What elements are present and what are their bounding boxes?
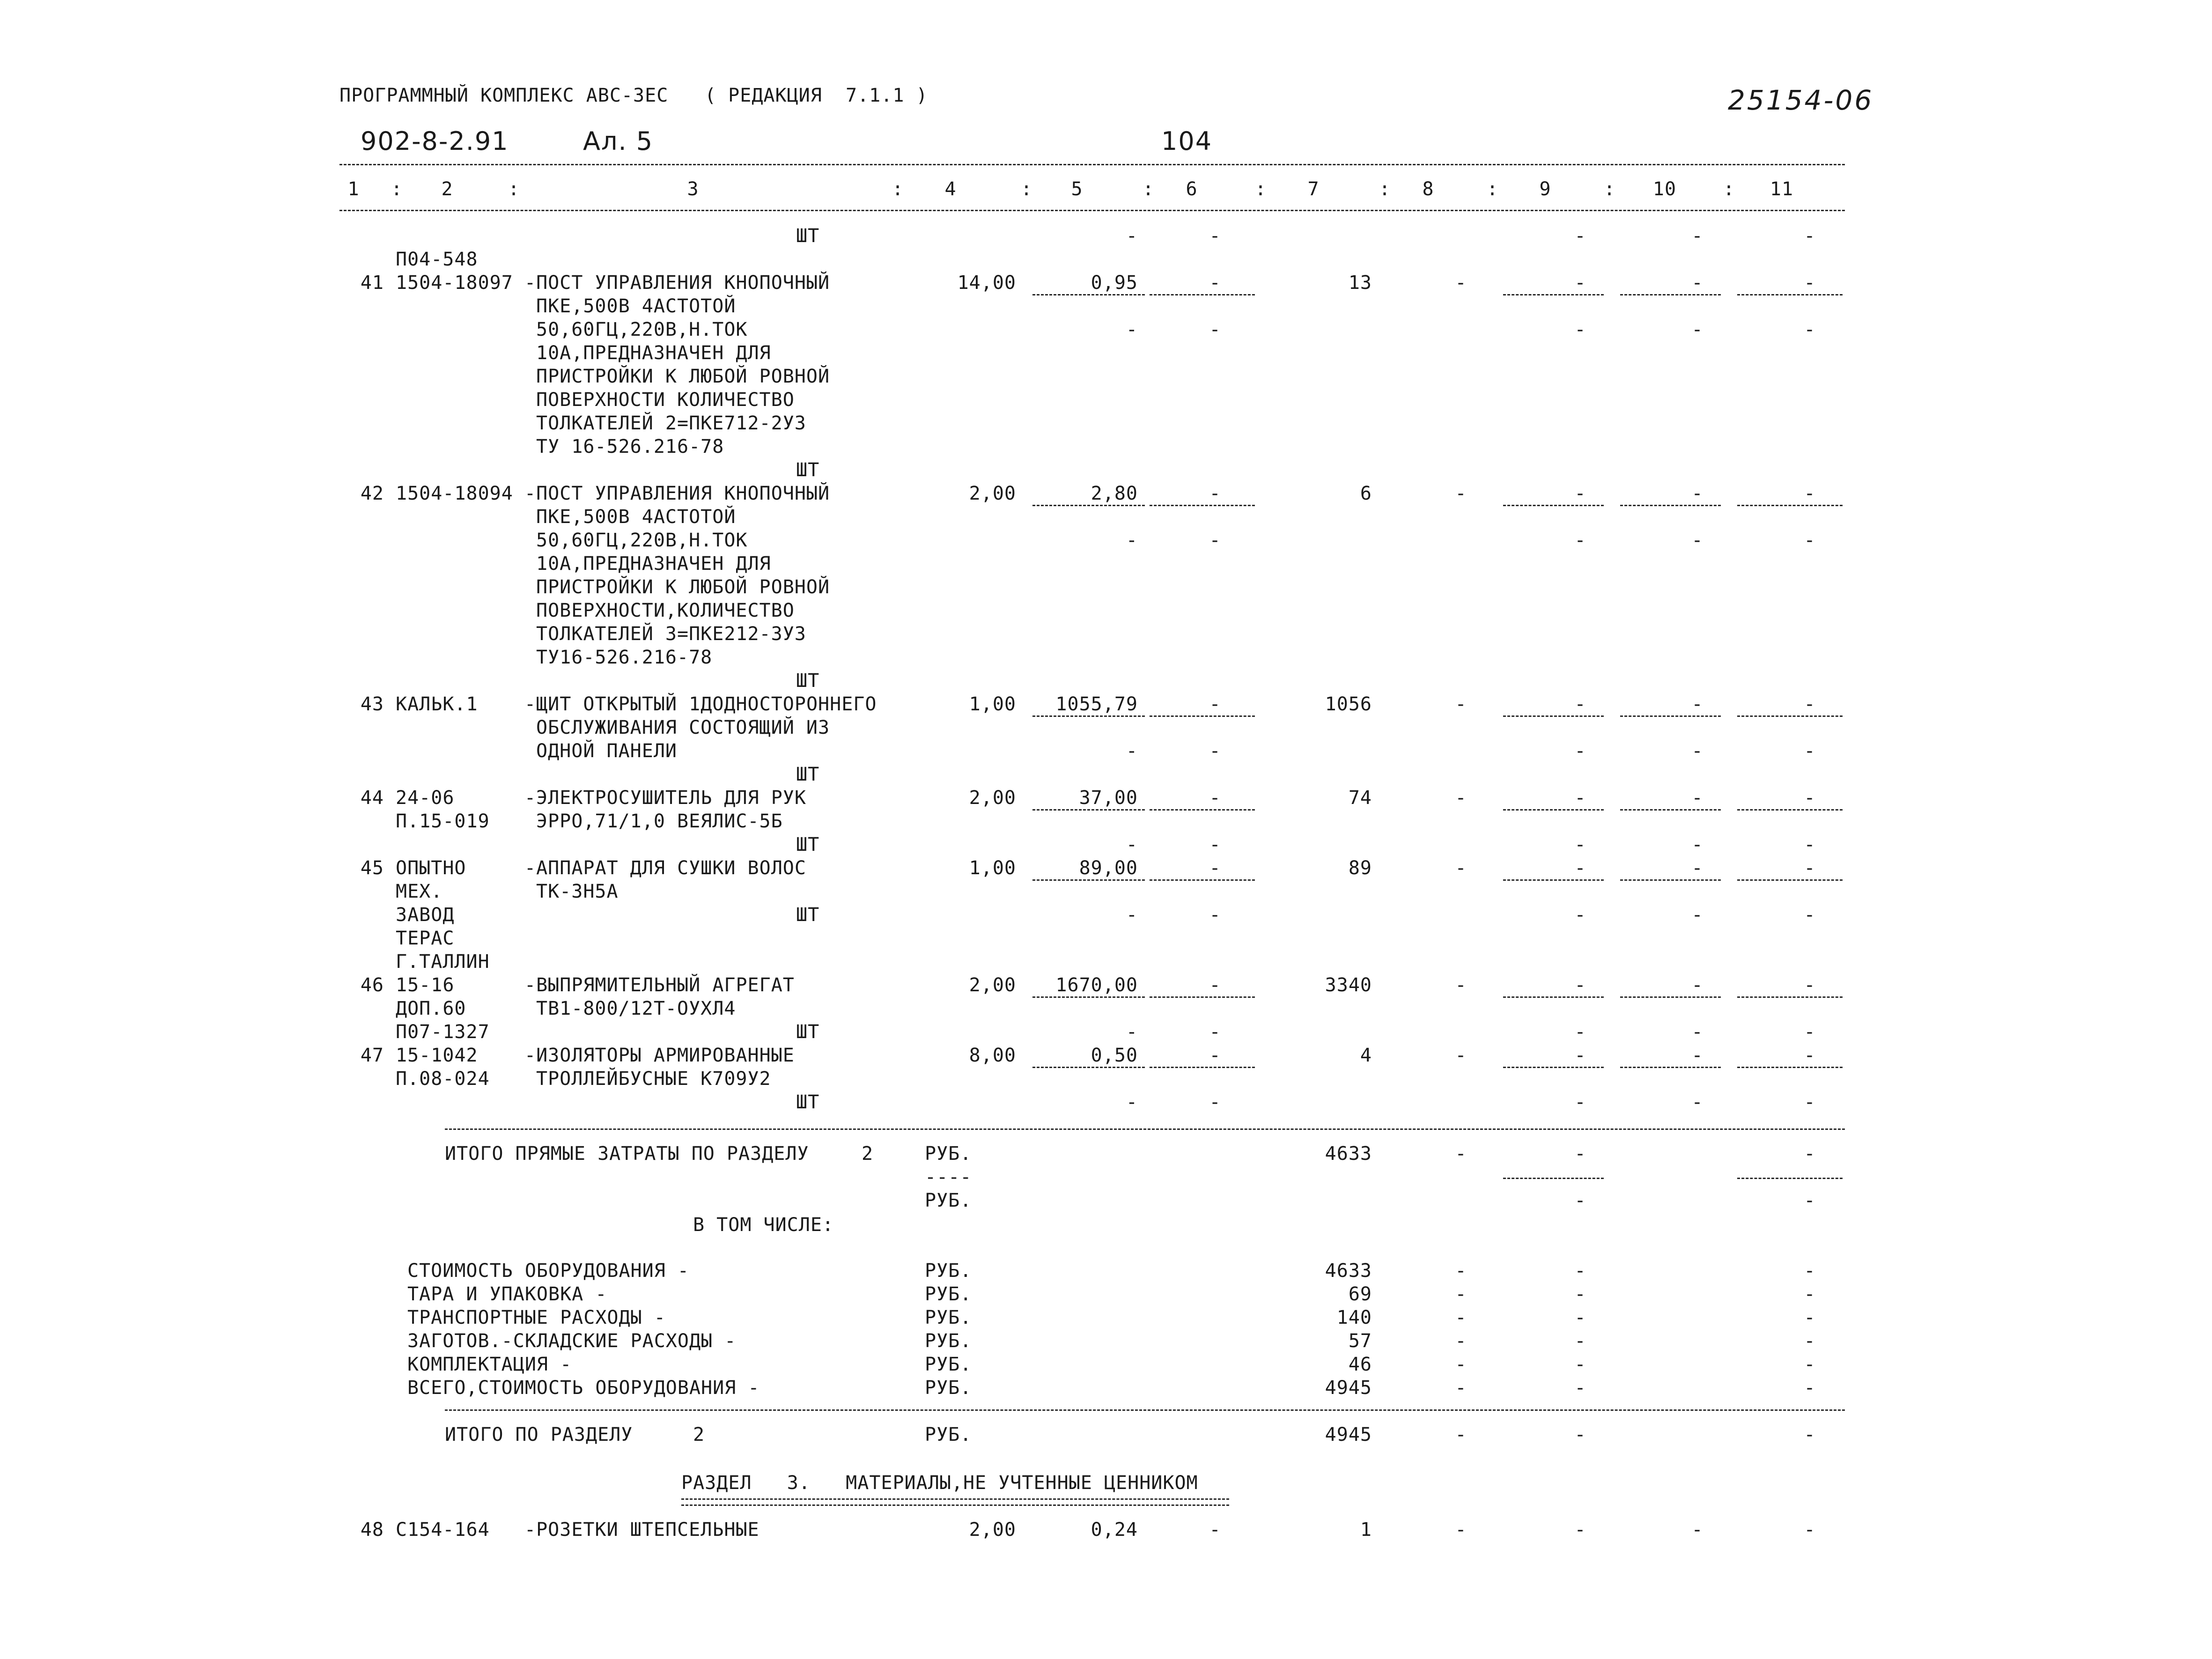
direct-costs-total: 4633: [1325, 1143, 1372, 1165]
row-qty: 14,00: [957, 272, 1016, 294]
breakdown-label: ВСЕГО,СТОИМОСТЬ ОБОРУДОВАНИЯ -: [407, 1377, 760, 1399]
column-separator: :: [508, 178, 520, 200]
row-c11: -: [1804, 693, 1816, 715]
row-total: 1056: [1325, 693, 1372, 715]
row-qty: 2,00: [969, 787, 1016, 809]
row-sub-c10: -: [1691, 1091, 1703, 1113]
row-description: -ЭЛЕКТРОСУШИТЕЛЬ ДЛЯ РУК: [524, 787, 806, 809]
row-sub-c11: -: [1804, 319, 1816, 340]
sub-divider: [1737, 996, 1843, 998]
row-description: 50,60ГЦ,220В,Н.ТОК: [536, 319, 748, 340]
row-c10: -: [1691, 974, 1703, 996]
column-separator: :: [1487, 178, 1499, 200]
row-sub-c9: -: [1574, 740, 1586, 762]
row-description: -ЩИТ ОТКРЫТЫЙ 1ДОДНОСТОРОННЕГО: [524, 693, 877, 715]
page-number: 104: [1161, 126, 1213, 156]
row-c10: -: [1691, 787, 1703, 809]
row-number: 47: [360, 1045, 384, 1066]
row-c9: -: [1574, 1045, 1586, 1066]
direct-costs-label: ИТОГО ПРЯМЫЕ ЗАТРАТЫ ПО РАЗДЕЛУ: [445, 1143, 809, 1165]
row-c10: -: [1691, 857, 1703, 879]
sub-divider: [1503, 294, 1604, 295]
row-description: ТВ1-800/12Т-ОУХЛ4: [536, 998, 736, 1019]
breakdown-label: СТОИМОСТЬ ОБОРУДОВАНИЯ -: [407, 1260, 689, 1282]
row-price: -: [1126, 225, 1138, 247]
column-header: 1: [347, 178, 360, 200]
column-separator: :: [1604, 178, 1616, 200]
row-c8: -: [1455, 272, 1467, 294]
row-description: 10А,ПРЕДНАЗНАЧЕН ДЛЯ: [536, 342, 771, 364]
breakdown-total: 46: [1348, 1354, 1372, 1375]
row-price: 0,95: [1091, 272, 1138, 294]
sub-divider: [1620, 294, 1721, 295]
row-code: 15-16: [396, 974, 455, 996]
row-number: 48: [360, 1519, 384, 1541]
row-description: -РОЗЕТКИ ШТЕПСЕЛЬНЫЕ: [524, 1519, 759, 1541]
row-c6: -: [1209, 272, 1221, 294]
row-code: П07-1327: [396, 1021, 490, 1043]
row-c9: -: [1574, 693, 1586, 715]
column-header: 3: [687, 178, 699, 200]
breakdown-label: КОМПЛЕКТАЦИЯ -: [407, 1354, 572, 1375]
row-price: 37,00: [1079, 787, 1138, 809]
row-code: П04-548: [396, 249, 478, 270]
column-separator: :: [1255, 178, 1267, 200]
breakdown-unit: РУБ.: [925, 1283, 972, 1305]
breakdown-total: 140: [1336, 1307, 1372, 1328]
breakdown-c8: -: [1455, 1354, 1467, 1375]
breakdown-unit: РУБ.: [925, 1330, 972, 1352]
direct-costs-c11: -: [1804, 1143, 1816, 1165]
breakdown-c8: -: [1455, 1307, 1467, 1328]
direct-costs-c9: -: [1574, 1143, 1586, 1165]
row-number: 46: [360, 974, 384, 996]
row-total: 89: [1348, 857, 1372, 879]
direct-costs-section: 2: [862, 1143, 874, 1165]
column-header: 11: [1770, 178, 1794, 200]
sub-divider: [1503, 505, 1604, 506]
row-quantity: 2,00: [969, 1519, 1016, 1541]
breakdown-c11: -: [1804, 1307, 1816, 1328]
row-qty: 8,00: [969, 1045, 1016, 1066]
row-sub-price: -: [1126, 1021, 1138, 1043]
project-code: 902-8-2.91: [361, 126, 509, 156]
row-sub-c6: -: [1209, 530, 1221, 551]
row-c6: -: [1209, 1045, 1221, 1066]
row-total: 13: [1348, 272, 1372, 294]
row-sub-c11: -: [1804, 530, 1816, 551]
row-sub-c6: -: [1209, 1021, 1221, 1043]
breakdown-total: 57: [1348, 1330, 1372, 1352]
double-underline: [681, 1498, 1229, 1506]
row-description: -ПОСТ УПРАВЛЕНИЯ КНОПОЧНЫЙ: [524, 272, 830, 294]
breakdown-unit: РУБ.: [925, 1377, 972, 1399]
row-number: 42: [360, 483, 384, 504]
row-description: ТРОЛЛЕЙБУСНЫЕ К709У2: [536, 1068, 771, 1090]
sub-divider: [1150, 294, 1255, 295]
row-c9: -: [1574, 483, 1586, 504]
column-header: 6: [1186, 178, 1198, 200]
row-unit: ШТ: [796, 1021, 820, 1043]
edition-label: ( РЕДАКЦИЯ 7.1.1 ): [705, 85, 928, 106]
sub-divider: [1503, 715, 1604, 717]
row-code: 24-06: [396, 787, 455, 809]
breakdown-c9: -: [1574, 1307, 1586, 1328]
row-price: 89,00: [1079, 857, 1138, 879]
row-c11: -: [1804, 225, 1816, 247]
row-sub-c10: -: [1691, 740, 1703, 762]
row-number: 41: [360, 272, 384, 294]
sub-divider: [1150, 996, 1255, 998]
breakdown-c11: -: [1804, 1260, 1816, 1282]
row-total: 6: [1360, 483, 1372, 504]
row-description: ТОЛКАТЕЛЕЙ 2=ПКЕ712-2У3: [536, 413, 806, 434]
row-sub-price: -: [1126, 904, 1138, 926]
column-separator: :: [391, 178, 403, 200]
row-sub-c11: -: [1804, 834, 1816, 855]
column-header: 8: [1422, 178, 1434, 200]
row-unit: ШТ: [796, 834, 820, 855]
row-sub-price: -: [1126, 834, 1138, 855]
breakdown-c11: -: [1804, 1377, 1816, 1399]
row-c8: -: [1455, 483, 1467, 504]
row-sub-c6: -: [1209, 319, 1221, 340]
row-col9: -: [1574, 1519, 1586, 1541]
breakdown-c8: -: [1455, 1377, 1467, 1399]
sub-divider: [1737, 505, 1843, 506]
row-c6: -: [1209, 857, 1221, 879]
row-description: 50,60ГЦ,220В,Н.ТОК: [536, 530, 748, 551]
sub-divider: [1032, 879, 1145, 881]
breakdown-label: ЗАГОТОВ.-СКЛАДСКИЕ РАСХОДЫ -: [407, 1330, 737, 1352]
row-description: ПРИСТРОЙКИ К ЛЮБОЙ РОВНОЙ: [536, 366, 830, 387]
row-c8: -: [1455, 1045, 1467, 1066]
row-c6: -: [1209, 225, 1221, 247]
row-number: 43: [360, 693, 384, 715]
column-separator: :: [1379, 178, 1391, 200]
breakdown-c9: -: [1574, 1377, 1586, 1399]
row-description: ПОВЕРХНОСТИ КОЛИЧЕСТВО: [536, 389, 795, 411]
row-number: 45: [360, 857, 384, 879]
row-c11: -: [1804, 483, 1816, 504]
row-price: 0,24: [1091, 1519, 1138, 1541]
row-code: П.08-024: [396, 1068, 490, 1090]
sub-divider: [1150, 809, 1255, 811]
sub-divider: [1032, 715, 1145, 717]
row-c9: -: [1574, 787, 1586, 809]
row-c11: -: [1804, 272, 1816, 294]
row-unit: ШТ: [796, 1091, 820, 1113]
breakdown-c11: -: [1804, 1330, 1816, 1352]
row-unit: ШТ: [796, 764, 820, 785]
row-c8: -: [1455, 693, 1467, 715]
row-qty: 2,00: [969, 974, 1016, 996]
column-header: 10: [1652, 178, 1677, 200]
row-description: ТК-3Н5А: [536, 881, 619, 902]
row-c11: -: [1804, 1045, 1816, 1066]
row-sub-c9: -: [1574, 1091, 1586, 1113]
breakdown-label: ТАРА И УПАКОВКА -: [407, 1283, 607, 1305]
row-description: ЭРРО,71/1,0 ВЕЯЛИС-5Б: [536, 811, 783, 832]
row-number: 44: [360, 787, 384, 809]
row-sub-price: -: [1126, 530, 1138, 551]
section-total-section: 2: [693, 1424, 705, 1445]
row-description: ТУ16-526.216-78: [536, 647, 713, 668]
row-price: 0,50: [1091, 1045, 1138, 1066]
row-price: 1670,00: [1055, 974, 1138, 996]
row-description: ПКЕ,500В 4АСТОТОЙ: [536, 295, 736, 317]
row-sub-c6: -: [1209, 834, 1221, 855]
row-description: -АППАРАТ ДЛЯ СУШКИ ВОЛОС: [524, 857, 806, 879]
direct-costs-unit2: РУБ.: [925, 1190, 972, 1211]
row-col8: -: [1455, 1519, 1467, 1541]
row-c9: -: [1574, 974, 1586, 996]
row-unit: ШТ: [796, 459, 820, 481]
divider: [445, 1128, 1845, 1130]
direct-costs-unit: РУБ.: [925, 1143, 972, 1165]
breakdown-unit: РУБ.: [925, 1260, 972, 1282]
row-col10: -: [1691, 1519, 1703, 1541]
row-description: ПКЕ,500В 4АСТОТОЙ: [536, 506, 736, 528]
row-c10: -: [1691, 1045, 1703, 1066]
section-total-c8: -: [1455, 1424, 1467, 1445]
row-description: ПОВЕРХНОСТИ,КОЛИЧЕСТВО: [536, 600, 795, 621]
sub-divider: [1737, 294, 1843, 295]
row-sub-c6: -: [1209, 1091, 1221, 1113]
row-code: ОПЫТНО: [396, 857, 466, 879]
column-separator: :: [1723, 178, 1735, 200]
row-description: ПРИСТРОЙКИ К ЛЮБОЙ РОВНОЙ: [536, 576, 830, 598]
row-sub-price: -: [1126, 740, 1138, 762]
sub-divider: [1032, 505, 1145, 506]
sub-divider: [1503, 879, 1604, 881]
sub-divider: [1150, 715, 1255, 717]
sub-divider: [1503, 809, 1604, 811]
row-c8: -: [1455, 857, 1467, 879]
sub-divider: [1032, 294, 1145, 295]
row-description: 10А,ПРЕДНАЗНАЧЕН ДЛЯ: [536, 553, 771, 575]
program-name: ПРОГРАММНЫЙ КОМПЛЕКС АВС-3ЕС: [339, 85, 669, 106]
breakdown-total: 4945: [1325, 1377, 1372, 1399]
sub-divider: [1737, 879, 1843, 881]
row-sub-c11: -: [1804, 1021, 1816, 1043]
breakdown-c8: -: [1455, 1330, 1467, 1352]
row-c8: -: [1455, 974, 1467, 996]
divider: [1503, 1178, 1604, 1179]
row-price: 1055,79: [1055, 693, 1138, 715]
row-code: С154-164: [396, 1519, 490, 1541]
row-col11: -: [1804, 1519, 1816, 1541]
row-qty: 2,00: [969, 483, 1016, 504]
column-header: 4: [944, 178, 957, 200]
breakdown-total: 4633: [1325, 1260, 1372, 1282]
sub-divider: [1032, 1067, 1145, 1068]
section-total-unit: РУБ.: [925, 1424, 972, 1445]
sub-divider: [1150, 879, 1255, 881]
row-qty: 1,00: [969, 857, 1016, 879]
section3-title: РАЗДЕЛ 3. МАТЕРИАЛЫ,НЕ УЧТЕННЫЕ ЦЕННИКОМ: [681, 1472, 1198, 1494]
row-sub-c11: -: [1804, 740, 1816, 762]
row-sub-c10: -: [1691, 904, 1703, 926]
row-c10: -: [1691, 483, 1703, 504]
breakdown-c9: -: [1574, 1354, 1586, 1375]
sub-divider: [1620, 809, 1721, 811]
row-sub-c9: -: [1574, 530, 1586, 551]
sub-divider: [1032, 809, 1145, 811]
row-c6: -: [1209, 693, 1221, 715]
row-c6: -: [1209, 483, 1221, 504]
row-description: ТУ 16-526.216-78: [536, 436, 724, 457]
row-c11: -: [1804, 857, 1816, 879]
row-description: ОБСЛУЖИВАНИЯ СОСТОЯЩИЙ ИЗ: [536, 717, 830, 738]
divider: [445, 1409, 1845, 1411]
row-code: 15-1042: [396, 1045, 478, 1066]
row-price: 2,80: [1091, 483, 1138, 504]
sub-divider: [1032, 996, 1145, 998]
column-header: 7: [1307, 178, 1320, 200]
row-sub-c6: -: [1209, 740, 1221, 762]
row-c9: -: [1574, 857, 1586, 879]
row-sub-price: -: [1126, 1091, 1138, 1113]
row-code: Г.ТАЛЛИН: [396, 951, 490, 973]
row-col6: -: [1209, 1519, 1221, 1541]
sub-divider: [1503, 996, 1604, 998]
row-c10: -: [1691, 225, 1703, 247]
row-unit: ШТ: [796, 670, 820, 692]
divider: [339, 210, 1845, 211]
breakdown-c9: -: [1574, 1330, 1586, 1352]
breakdown-unit: РУБ.: [925, 1307, 972, 1328]
section-total-value: 4945: [1325, 1424, 1372, 1445]
row-c10: -: [1691, 693, 1703, 715]
breakdown-c9: -: [1574, 1260, 1586, 1282]
row-sub-c10: -: [1691, 530, 1703, 551]
row-sub-c9: -: [1574, 1021, 1586, 1043]
including-label: В ТОМ ЧИСЛЕ:: [693, 1214, 834, 1236]
column-separator: :: [1021, 178, 1033, 200]
sub-divider: [1503, 1067, 1604, 1068]
row-c9: -: [1574, 272, 1586, 294]
sub-divider: [1150, 1067, 1255, 1068]
divider: [1737, 1178, 1843, 1179]
row-description: ТОЛКАТЕЛЕЙ 3=ПКЕ212-3У3: [536, 623, 806, 645]
section-total-label: ИТОГО ПО РАЗДЕЛУ: [445, 1424, 633, 1445]
album-label: Ал. 5: [583, 126, 654, 156]
row-c8: -: [1455, 787, 1467, 809]
row-sub-c9: -: [1574, 834, 1586, 855]
row-sub-c9: -: [1574, 904, 1586, 926]
sub-divider: [1737, 715, 1843, 717]
column-separator: :: [892, 178, 904, 200]
section-total-c9: -: [1574, 1424, 1586, 1445]
row-code: П.15-019: [396, 811, 490, 832]
row-sub-c10: -: [1691, 319, 1703, 340]
sub-divider: [1150, 505, 1255, 506]
row-code: 1504-18097: [396, 272, 513, 294]
row-qty: 1,00: [969, 693, 1016, 715]
row-code: 1504-18094: [396, 483, 513, 504]
row-code: ЗАВОД: [396, 904, 455, 926]
row-c11: -: [1804, 787, 1816, 809]
sub-divider: [1737, 1067, 1843, 1068]
row-total: 74: [1348, 787, 1372, 809]
sub-divider: [1620, 715, 1721, 717]
doc-number: 25154-06: [1728, 84, 1874, 116]
breakdown-c8: -: [1455, 1283, 1467, 1305]
row-sub-c10: -: [1691, 1021, 1703, 1043]
row-description: -ИЗОЛЯТОРЫ АРМИРОВАННЫЕ: [524, 1045, 795, 1066]
row-unit: ШТ: [796, 225, 820, 247]
row-description: -ПОСТ УПРАВЛЕНИЯ КНОПОЧНЫЙ: [524, 483, 830, 504]
row-code: КАЛЬК.1: [396, 693, 478, 715]
row-total: 3340: [1325, 974, 1372, 996]
section-total-c11: -: [1804, 1424, 1816, 1445]
divider: [339, 164, 1845, 165]
sub-divider: [1620, 505, 1721, 506]
breakdown-label: ТРАНСПОРТНЫЕ РАСХОДЫ -: [407, 1307, 666, 1328]
column-header: 9: [1539, 178, 1551, 200]
sub-divider: [1620, 996, 1721, 998]
sub-divider: [1620, 879, 1721, 881]
breakdown-c9: -: [1574, 1283, 1586, 1305]
row-sub-c9: -: [1574, 319, 1586, 340]
row-c9: -: [1574, 225, 1586, 247]
row-code: ТЕРАС: [396, 928, 455, 949]
direct-costs-c9b: -: [1574, 1190, 1586, 1211]
row-description: -ВЫПРЯМИТЕЛЬНЫЙ АГРЕГАТ: [524, 974, 795, 996]
sub-divider: [1620, 1067, 1721, 1068]
column-header: 5: [1071, 178, 1083, 200]
breakdown-total: 69: [1348, 1283, 1372, 1305]
row-sub-c11: -: [1804, 904, 1816, 926]
row-unit: ШТ: [796, 904, 820, 926]
row-sub-c11: -: [1804, 1091, 1816, 1113]
column-separator: :: [1143, 178, 1155, 200]
direct-costs-c8: -: [1455, 1143, 1467, 1165]
breakdown-unit: РУБ.: [925, 1354, 972, 1375]
row-c6: -: [1209, 787, 1221, 809]
column-header: 2: [441, 178, 453, 200]
breakdown-c11: -: [1804, 1283, 1816, 1305]
sub-divider: [1737, 809, 1843, 811]
breakdown-c8: -: [1455, 1260, 1467, 1282]
row-c6: -: [1209, 974, 1221, 996]
row-code: МЕХ.: [396, 881, 443, 902]
row-sub-c6: -: [1209, 904, 1221, 926]
row-total: 1: [1360, 1519, 1372, 1541]
row-c11: -: [1804, 974, 1816, 996]
row-c10: -: [1691, 272, 1703, 294]
direct-costs-c11b: -: [1804, 1190, 1816, 1211]
breakdown-c11: -: [1804, 1354, 1816, 1375]
row-code: ДОП.60: [396, 998, 466, 1019]
direct-costs-unit-underline: ----: [925, 1166, 972, 1188]
row-description: ОДНОЙ ПАНЕЛИ: [536, 740, 677, 762]
row-total: 4: [1360, 1045, 1372, 1066]
row-sub-price: -: [1126, 319, 1138, 340]
row-sub-c10: -: [1691, 834, 1703, 855]
